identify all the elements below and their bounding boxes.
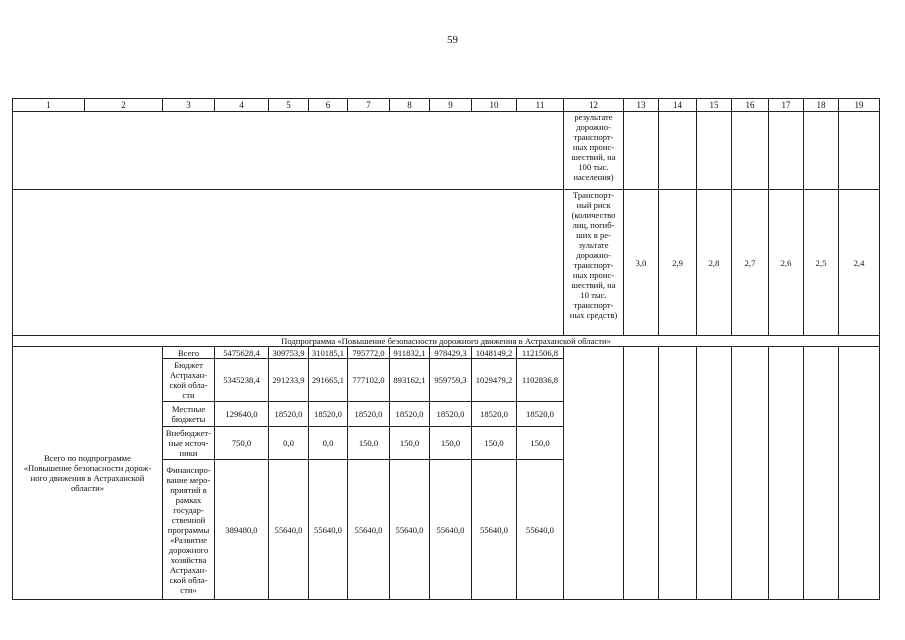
indicator-line: ный риск (576, 200, 611, 210)
column-number-cell: 2 (85, 99, 163, 112)
risk-value: 3,0 (624, 190, 659, 336)
indicator-line: транспорт- (573, 300, 614, 310)
column-number-row (13, 99, 880, 112)
amount-cell: 0,0 (309, 427, 348, 460)
column-number-cell: 13 (624, 99, 659, 112)
indicator-line: транспорт- (573, 260, 614, 270)
amount-cell: 893162,1 (390, 359, 430, 402)
source-line: Астрахан- (169, 564, 208, 575)
source-line: ники (179, 448, 198, 458)
empty-cell (13, 190, 564, 336)
source-line: ные источ- (168, 438, 209, 448)
source-line: Бюджет (174, 360, 203, 370)
column-number-cell: 15 (697, 99, 732, 112)
amount-cell: 150,0 (390, 427, 430, 460)
amount-cell: 310185,1 (309, 347, 348, 359)
column-number-cell: 18 (804, 99, 839, 112)
indicator-line: 10 тыс. (580, 290, 607, 300)
amount-cell: 1102836,8 (517, 359, 564, 402)
indicator-line: шествий, на (571, 152, 616, 162)
source-cell (163, 402, 215, 427)
column-number-cell: 4 (215, 99, 269, 112)
financing-table (12, 98, 880, 600)
amount-cell: 55640,0 (348, 460, 390, 600)
source-line: бюджеты (171, 414, 206, 424)
summary-line: «Повышение безопасности дорож- (23, 463, 152, 473)
amount-cell: 18520,0 (309, 402, 348, 427)
source-line: Финансиро- (166, 464, 211, 475)
column-number-cell: 7 (348, 99, 390, 112)
empty-cell (13, 112, 564, 190)
summary-line: области» (70, 483, 105, 493)
source-line: сти (182, 390, 195, 400)
column-number-cell: 8 (390, 99, 430, 112)
indicator-line: (количество (571, 210, 616, 220)
source-line: вание меро- (166, 474, 211, 485)
column-number-cell: 9 (430, 99, 472, 112)
indicator-line: шествий, на (571, 280, 616, 290)
column-number-cell: 16 (732, 99, 769, 112)
amount-cell: 150,0 (472, 427, 517, 460)
amount-cell: 389480,0 (215, 460, 269, 600)
amount-cell: 55640,0 (517, 460, 564, 600)
amount-cell: 1121506,8 (517, 347, 564, 359)
source-cell (163, 347, 215, 359)
table-row (13, 112, 880, 190)
indicator-line: ших в ре- (576, 230, 611, 240)
page-number: 59 (447, 34, 458, 46)
amount-cell: 795772,0 (348, 347, 390, 359)
amount-cell: 129640,0 (215, 402, 269, 427)
column-number-cell: 1 (13, 99, 85, 112)
amount-cell: 309753,9 (269, 347, 309, 359)
indicator-line: результате (574, 112, 613, 122)
source-line: сти» (180, 584, 197, 595)
indicator-line: Транспорт- (572, 190, 615, 200)
transport-risk-label (564, 190, 624, 336)
indicator-line: дорожно- (576, 122, 611, 132)
amount-cell: 1029479,2 (472, 359, 517, 402)
indicator-line: 100 тыс. (578, 162, 609, 172)
risk-value: 2,6 (769, 190, 804, 336)
amount-cell: 1048149,2 (472, 347, 517, 359)
amount-cell: 959759,3 (430, 359, 472, 402)
source-line: государ- (173, 504, 204, 515)
summary-line: ного движения в Астраханской (30, 473, 145, 483)
source-line: Местные (171, 404, 206, 414)
source-cell (163, 460, 215, 600)
column-number-cell: 11 (517, 99, 564, 112)
source-line: ской обла- (169, 574, 208, 585)
indicator-line: лиц, погиб- (572, 220, 615, 230)
source-line: Внебюджет- (165, 428, 212, 438)
amount-cell: 18520,0 (390, 402, 430, 427)
table-row (13, 347, 880, 359)
indicator-line: ных проис- (572, 270, 615, 280)
amount-cell: 5345238,4 (215, 359, 269, 402)
risk-value: 2,7 (732, 190, 769, 336)
column-number-cell: 14 (659, 99, 697, 112)
amount-cell: 55640,0 (269, 460, 309, 600)
table-row (13, 190, 880, 336)
subprogram-title-row (13, 336, 880, 347)
amount-cell: 750,0 (215, 427, 269, 460)
source-line: Астрахан- (169, 370, 208, 380)
indicator-line: транспорт- (573, 132, 614, 142)
amount-cell: 150,0 (430, 427, 472, 460)
summary-label (13, 347, 163, 600)
amount-cell: 0,0 (269, 427, 309, 460)
amount-cell: 777102,0 (348, 359, 390, 402)
source-line: ской обла- (169, 380, 208, 390)
column-number-cell: 19 (839, 99, 880, 112)
indicator-line: ных средств) (569, 310, 618, 320)
indicator-line: ных проис- (572, 142, 615, 152)
indicator-tail-cell (564, 112, 624, 190)
source-line: приятий в (170, 484, 207, 495)
amount-cell: 978429,3 (430, 347, 472, 359)
source-line: хозяйства (170, 554, 207, 565)
indicator-line: зультате (578, 240, 609, 250)
source-cell (163, 427, 215, 460)
amount-cell: 291665,1 (309, 359, 348, 402)
column-number-cell: 10 (472, 99, 517, 112)
column-number-cell: 5 (269, 99, 309, 112)
column-number-cell: 6 (309, 99, 348, 112)
amount-cell: 55640,0 (390, 460, 430, 600)
amount-cell: 150,0 (348, 427, 390, 460)
risk-value: 2,9 (659, 190, 697, 336)
amount-cell: 18520,0 (269, 402, 309, 427)
source-line: ственной (171, 514, 206, 525)
column-number-cell: 17 (769, 99, 804, 112)
amount-cell: 18520,0 (348, 402, 390, 427)
amount-cell: 5475628,4 (215, 347, 269, 359)
subprogram-title: Подпрограмма «Повышение безопасности дорожного движения в Астраханской области» (13, 336, 880, 347)
amount-cell: 55640,0 (430, 460, 472, 600)
risk-value: 2,5 (804, 190, 839, 336)
source-line: Всего (177, 347, 200, 358)
amount-cell: 18520,0 (430, 402, 472, 427)
source-line: дорожного (168, 544, 209, 555)
indicator-line: населения) (573, 172, 614, 182)
summary-line: Всего по подпрограмме (44, 453, 131, 463)
amount-cell: 291233,9 (269, 359, 309, 402)
amount-cell: 18520,0 (472, 402, 517, 427)
amount-cell: 55640,0 (472, 460, 517, 600)
risk-value: 2,4 (839, 190, 880, 336)
amount-cell: 150,0 (517, 427, 564, 460)
indicator-line: дорожно- (576, 250, 611, 260)
column-number-cell: 3 (163, 99, 215, 112)
risk-value: 2,8 (697, 190, 732, 336)
amount-cell: 55640,0 (309, 460, 348, 600)
source-line: программы (167, 524, 210, 535)
source-cell (163, 359, 215, 402)
column-number-cell: 12 (564, 99, 624, 112)
amount-cell: 911832,1 (390, 347, 430, 359)
source-line: рамках (175, 494, 202, 505)
amount-cell: 18520,0 (517, 402, 564, 427)
source-line: «Развитие (169, 534, 208, 545)
